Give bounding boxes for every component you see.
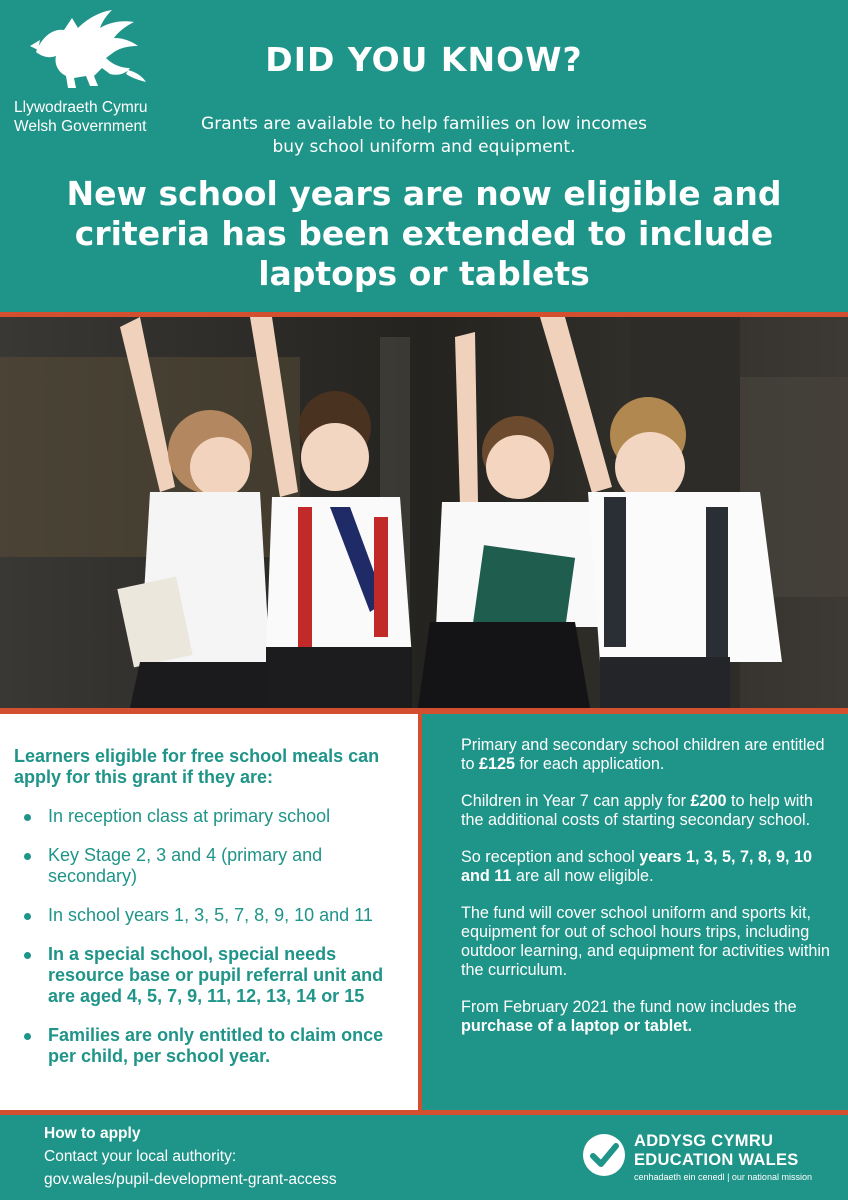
- amount-125: £125: [479, 755, 516, 773]
- text-run: Children in Year 7 can apply for: [461, 792, 691, 810]
- subtitle-line: Grants are available to help families on low incomes: [201, 114, 647, 134]
- eligibility-list: [20, 806, 410, 1085]
- amount-200: £200: [690, 792, 727, 810]
- checkmark-circle-icon: [582, 1133, 626, 1177]
- subtitle: [150, 113, 698, 159]
- headline: New school years are now eligible and criteria has been extended to include laptops or tablets: [66, 174, 782, 293]
- laptop-paragraph: [461, 998, 839, 1036]
- logo-text-english: Welsh Government: [14, 118, 147, 135]
- text-run: are all now eligible.: [511, 867, 654, 885]
- fund-coverage-paragraph: The fund will cover school uniform and sports kit, equipment for out of school hours trips, including outdoor learning, and equipment for activities within the curriculum.: [461, 904, 830, 979]
- contact-text: Contact your local authority:: [44, 1148, 237, 1165]
- subtitle-line: buy school uniform and equipment.: [272, 137, 576, 157]
- eligibility-intro: Learners eligible for free school meals can apply for this grant if they are:: [14, 746, 380, 787]
- welsh-government-logo: [14, 6, 154, 142]
- grant-details-panel: [426, 714, 848, 1110]
- list-item: Families are only entitled to claim once per child, per school year.: [20, 1025, 410, 1067]
- education-wales-logo: [582, 1131, 822, 1187]
- logo-tagline: cenhadaeth ein cenedl | our national mission: [634, 1172, 812, 1182]
- list-item: Key Stage 2, 3 and 4 (primary and secondary): [20, 845, 410, 887]
- page-title: DID YOU KNOW?: [265, 40, 583, 79]
- text-run: From February 2021 the fund now includes the: [461, 998, 797, 1016]
- laptop-purchase: purchase of a laptop or tablet.: [461, 1017, 693, 1035]
- logo-line-english: EDUCATION WALES: [634, 1151, 799, 1169]
- photo-illustration: [0, 317, 848, 708]
- eligibility-panel: [0, 714, 422, 1110]
- list-item: In reception class at primary school: [20, 806, 410, 827]
- logo-line-welsh: ADDYSG CYMRU: [634, 1132, 774, 1150]
- list-item: In a special school, special needs resource base or pupil referral unit and are aged 4, 5, 7, 9, 11, 12, 13, 14 or 15: [20, 944, 410, 1007]
- text-run: Primary and secondary school children are entitled to: [461, 736, 825, 773]
- apply-link[interactable]: gov.wales/pupil-development-grant-access: [44, 1171, 337, 1188]
- how-to-apply-heading: How to apply: [44, 1125, 141, 1142]
- text-run: for each application.: [515, 755, 665, 773]
- year7-paragraph: [461, 792, 839, 830]
- welsh-dragon-icon: [28, 6, 148, 92]
- grant-amount-paragraph: [461, 736, 839, 774]
- text-run: to help with the additional costs of starting secondary school.: [461, 792, 813, 829]
- header-banner: [0, 0, 848, 312]
- eligible-years: years 1, 3, 5, 7, 8, 9, 10 and 11: [461, 848, 812, 885]
- footer: [0, 1115, 848, 1200]
- children-photo: [0, 317, 848, 708]
- text-run: So reception and school: [461, 848, 640, 866]
- logo-text-welsh: Llywodraeth Cymru: [14, 99, 148, 116]
- list-item: In school years 1, 3, 5, 7, 8, 9, 10 and 11: [20, 905, 410, 926]
- eligible-years-paragraph: [461, 848, 839, 886]
